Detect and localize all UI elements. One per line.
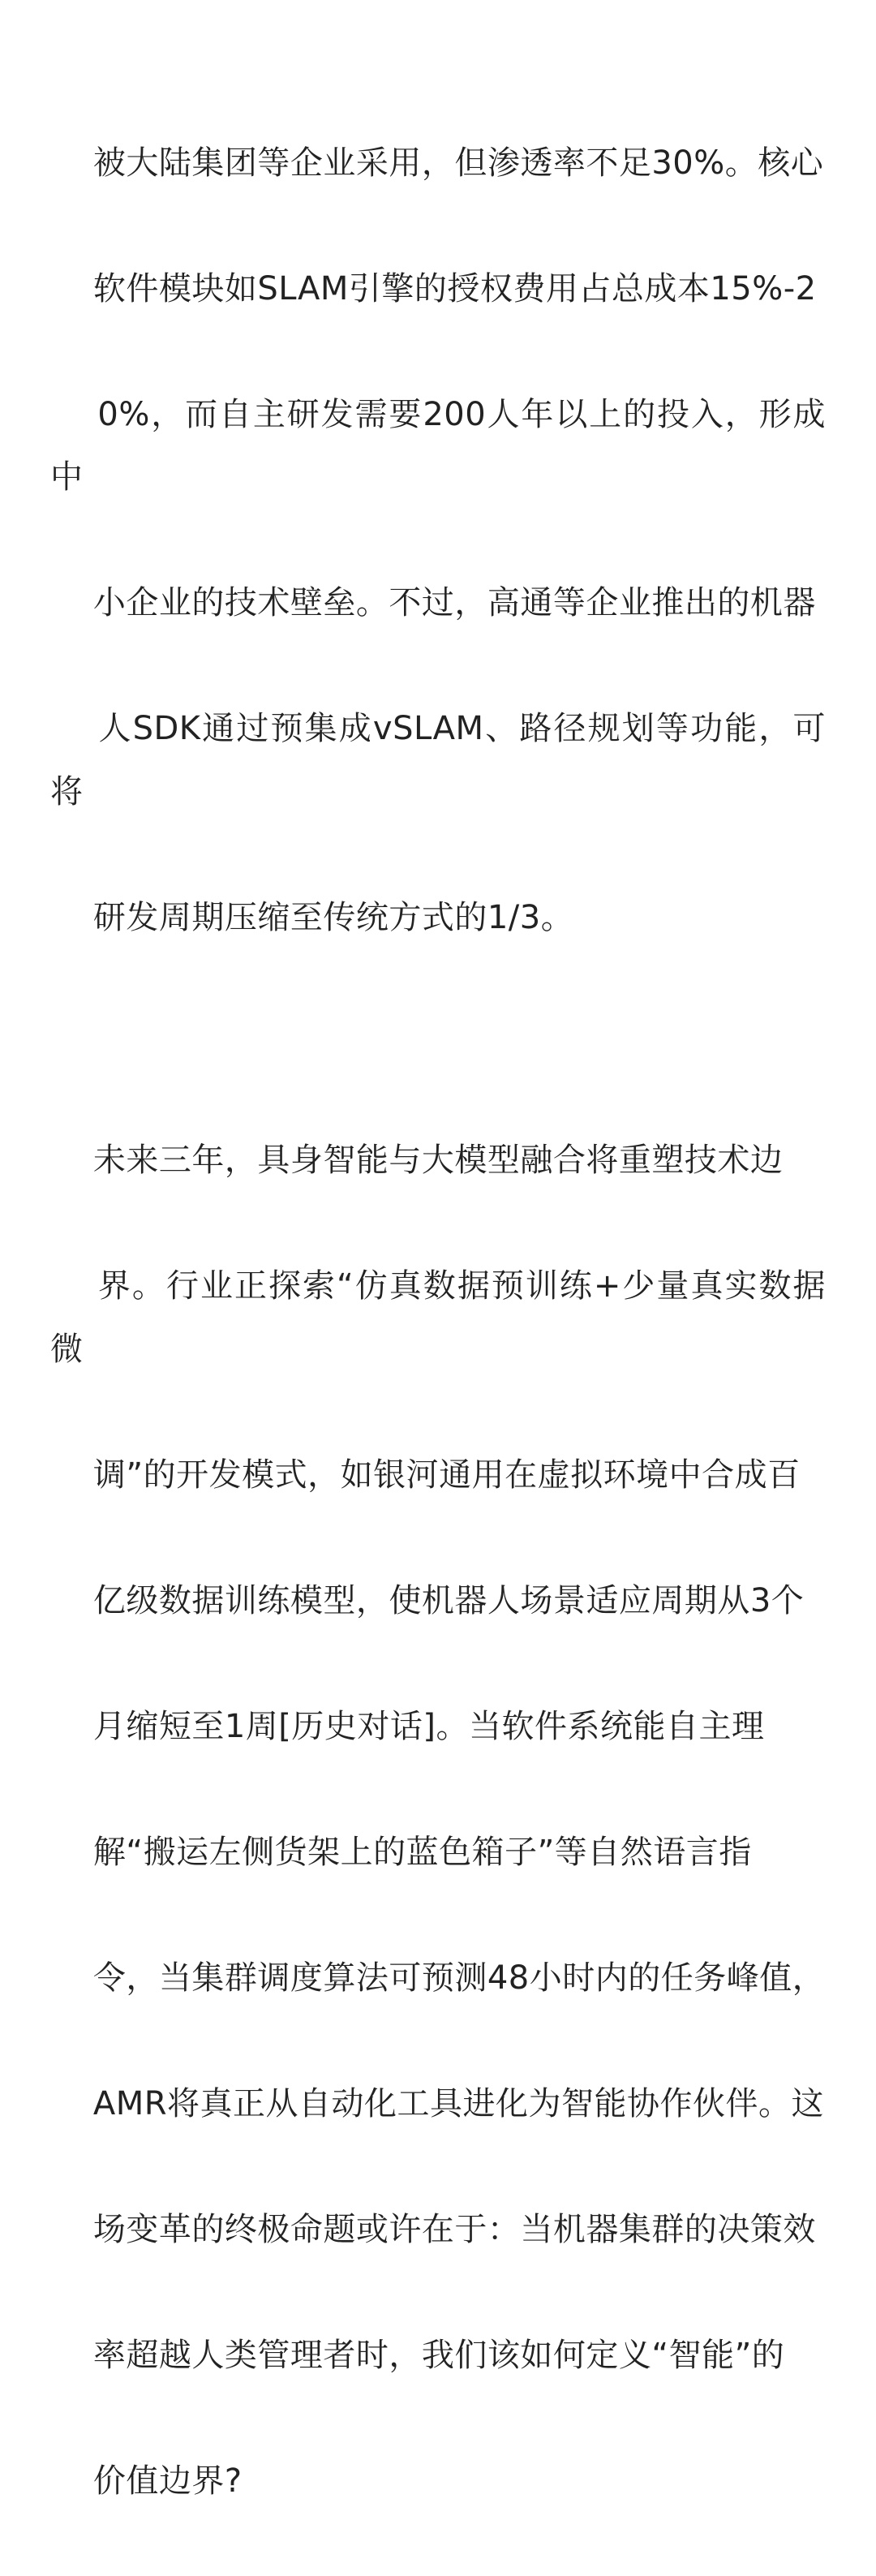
text-line: AMR将真正从自动化工具进化为智能协作伙伴。这 xyxy=(92,2084,825,2122)
text-line: 软件模块如SLAM引擎的授权费用占总成本15%-2 xyxy=(92,269,817,307)
text-line: 价值边界? xyxy=(92,2462,243,2500)
paragraph-1 xyxy=(50,69,826,1013)
text-line: 人SDK通过预集成vSLAM、路径规划等功能，可将 xyxy=(50,710,827,811)
article-body xyxy=(50,69,826,2576)
text-line: 小企业的技术壁垒。不过，高通等企业推出的机器 xyxy=(92,584,816,621)
text-line: 0%，而自主研发需要200人年以上的投入，形成中 xyxy=(50,395,827,496)
text-line: 率超越人类管理者时，我们该如何定义“智能”的 xyxy=(92,2336,785,2374)
paragraph-2 xyxy=(50,1067,826,2576)
text-line: 月缩短至1周[历史对话]。当软件系统能自主理 xyxy=(92,1707,765,1745)
text-line: 令，当集群调度算法可预测48小时内的任务峰值， xyxy=(92,1959,826,1997)
text-line: 界。行业正探索“仿真数据预训练+少量真实数据微 xyxy=(50,1267,826,1368)
text-line: 未来三年，具身智能与大模型融合将重塑技术边 xyxy=(92,1142,784,1179)
text-line: 场变革的终极命题或许在于：当机器集群的决策效 xyxy=(92,2210,816,2248)
text-line: 研发周期压缩至传统方式的1/3。 xyxy=(92,898,574,936)
text-line: 亿级数据训练模型，使机器人场景适应周期从3个 xyxy=(92,1581,805,1619)
text-line: 调”的开发模式，如银河通用在虚拟环境中合成百 xyxy=(92,1456,801,1494)
text-line: 被大陆集团等企业采用，但渗透率不足30%。核心 xyxy=(92,144,824,182)
text-line: 解“搬运左侧货架上的蓝色箱子”等自然语言指 xyxy=(92,1833,752,1871)
